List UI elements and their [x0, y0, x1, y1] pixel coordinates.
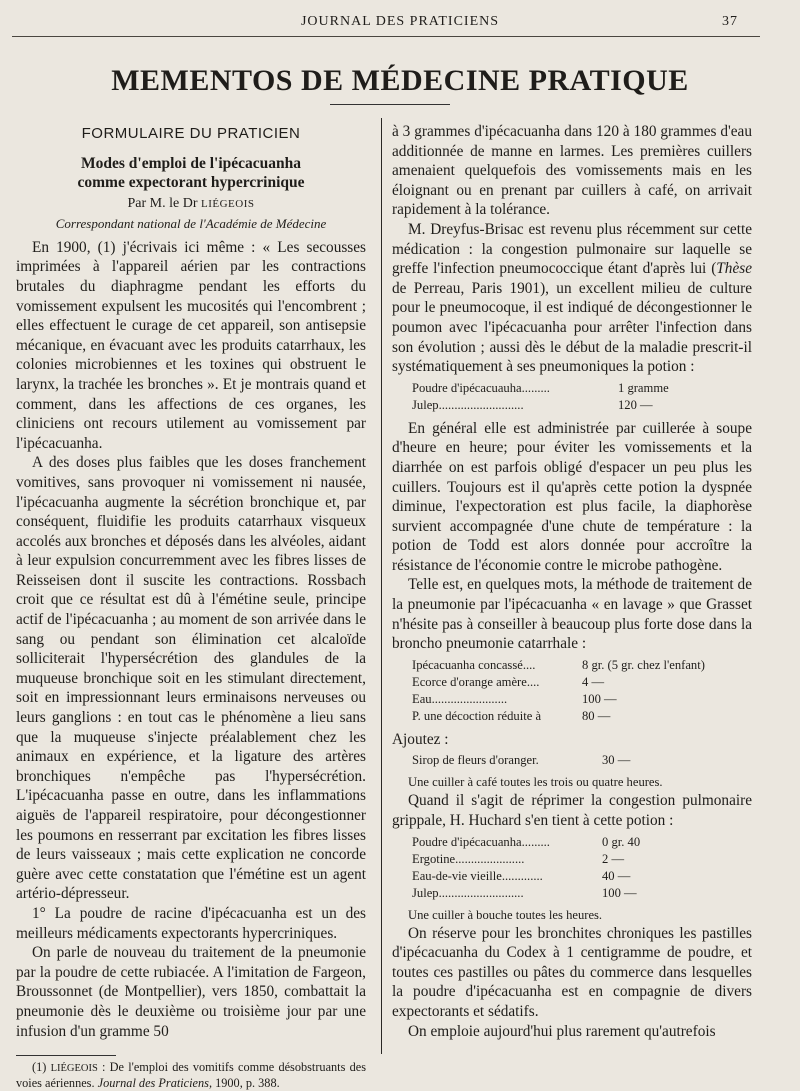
- prescription-row: [412, 851, 752, 868]
- paragraph: On parle de nouveau du traitement de la pneumonie par la poudre de cette rubiacée. A l'imitation de Fargeon, Broussonnet (de Montpellier), vers 1850, combattait la pneumonie dès le deuxième ou troisième jour par une infusion d'un gramme 50: [16, 944, 366, 1040]
- prescription-row: [412, 691, 752, 708]
- dose: 2 —: [602, 851, 625, 866]
- author-name: LIÉGEOIS: [201, 197, 255, 210]
- footnote-text: : De l'emploi des vomitifs comme désobstruants des voies aériennes.: [16, 1060, 366, 1091]
- right-column: [392, 122, 752, 1041]
- ingredient: Ecorce d'orange amère....: [412, 674, 540, 689]
- ingredient: Poudre d'ipécacuanha.........: [412, 834, 550, 849]
- footnote-marker: (1): [32, 1060, 47, 1075]
- journal-title: JOURNAL DES PRATICIENS: [300, 14, 500, 29]
- prescription-row: [412, 657, 752, 674]
- section-title: MEMENTOS DE MÉDECINE PRATIQUE: [111, 64, 689, 97]
- paragraph: En 1900, (1) j'écrivais ici même : « Les secousses imprimées à l'appareil aérien par les contractions brutales du diaphragme pendant les efforts du vomissement expulsent les mucosités qui l'encombrent ; elles effectuent le curage de cet appareil, son antisepsie mécanique, en évacuant avec les produits catarrhaux, les colonies microbiennes et les toxines qui obstruent le larynx, la trachée les bronches ». Et je montrais quand et comment, dans les affections de ces organes, les cliniciens ont recours utilement au vomissement par l'ipécacuanha.: [16, 238, 366, 452]
- paragraph: à 3 grammes d'ipécacuanha dans 120 à 180 grammes d'eau additionnée de manne en larmes. Les premières cuillers amenaient quelquefois des vomissements mais en les éloignant ou en prenant par cuillers à café, on arrivait rapidement à la tolérance.: [392, 123, 752, 219]
- header-rule: [12, 36, 760, 37]
- prescription-row: [412, 380, 752, 397]
- page-number: 37: [722, 14, 738, 29]
- prescription-row: [412, 397, 752, 414]
- prescription-row: [412, 752, 752, 769]
- dose: 40 —: [602, 868, 631, 883]
- paragraph: On réserve pour les bronchites chroniques les pastilles d'ipécacuanha du Codex à 1 centigramme de poudre, et toutes ces pastilles ou pâtes du commerce dans lesquelles la poudre d'ipécacuanha est en compagnie de divers expectorants et sédatifs.: [392, 924, 752, 1020]
- paragraph-text: de Perreau, Paris 1901), un excellent milieu de culture pour le pneumocoque, il est indiqué de décongestionner le poumon avec l'ipécacuanha pour arrêter l'infection dans son évolution ; aussi dès le début de la maladie prescrit-il systématiquement à ses pneumoniques la potion :: [392, 279, 752, 376]
- section-rule: [330, 104, 450, 105]
- ajoutez-label: Ajoutez :: [392, 730, 449, 748]
- paragraph: [392, 220, 752, 377]
- ingredient: Poudre d'ipécacuauha.........: [412, 380, 550, 395]
- dose: 1 gramme: [618, 380, 669, 395]
- footnote-journal: Journal des Praticiens,: [97, 1076, 213, 1091]
- byline: [16, 194, 366, 215]
- rubric-heading: FORMULAIRE DU PRATICIEN: [81, 125, 301, 142]
- footnote: [16, 1060, 366, 1091]
- paragraph: 1° La poudre de racine d'ipécacuanha est un des meilleurs médicaments expectorants hypercriniques.: [16, 904, 366, 942]
- prescription-2: [412, 657, 752, 725]
- dose: 120 —: [618, 397, 653, 412]
- prescription-row: [412, 834, 752, 851]
- paragraph-text: M. Dreyfus-Brisac est revenu plus récemment sur cette médication : la congestion pulmonaire sur laquelle se greffe l'infection pneumococcique étant d'après lui (: [392, 220, 752, 278]
- column-divider: [381, 118, 382, 1054]
- dosage-note: Une cuiller à bouche toutes les heures.: [408, 907, 603, 922]
- dose: 30 —: [602, 753, 631, 768]
- footnote-citation: 1900, p. 388.: [215, 1076, 280, 1091]
- ingredient: P. une décoction réduite à: [412, 708, 542, 723]
- paragraph: Telle est, en quelques mots, la méthode de traitement de la pneumonie par l'ipécacuanha « en lavage » que Grasset n'hésite pas à conseiller à beaucoup plus forte dose dans la broncho pneumonie catarrhale :: [392, 576, 752, 653]
- dosage-note: Une cuiller à café toutes les trois ou quatre heures.: [408, 775, 663, 790]
- footnote-rule: [16, 1055, 116, 1056]
- dose: 80 —: [582, 708, 611, 723]
- ingredient: Ipécacuanha concassé....: [412, 657, 536, 672]
- footnote-author: LIÉGEOIS: [50, 1063, 98, 1075]
- thesis-word: Thèse: [716, 260, 752, 278]
- dose: 0 gr. 40: [602, 834, 641, 849]
- prescription-1: [412, 380, 752, 414]
- ingredient: Ergotine......................: [412, 851, 525, 866]
- dose: 100 —: [602, 885, 637, 900]
- prescription-row: [412, 885, 752, 902]
- article-title: [16, 154, 366, 192]
- paragraph: On emploie aujourd'hui plus rarement qu'autrefois: [408, 1022, 716, 1040]
- prescription-row: [412, 674, 752, 691]
- prescription-row: [412, 868, 752, 885]
- dose: 8 gr. (5 gr. chez l'enfant): [582, 657, 705, 672]
- paragraph: A des doses plus faibles que les doses franchement vomitives, sans provoquer ni vomissement ni nausée, l'ipécacuanha augmente la sécrétion bronchique et, par conséquent, fluidifie les produits catarrhaux visqueux accolés aux bronches et déposés dans les alvéoles, aidant à leur expulsion concurremment avec les fibres lisses de Reisseisen dont il suscite les contractions. Rossbach croit que ce résultat est dû à l'émétine seule, principe actif de l'ipécacuanha ; au moment de son arrivée dans le sang ou pendant son élimination cet alcaloïde solliciterait l'hypersécrétion des glandules de la muqueuse bronchique soit en les stimulant directement, soit en impressionnant leurs erminaisons nerveuses ou leurs ganglions : en tout cas le phénomène a lieu sans que la muqueuse s'injecte préalablement chez les animaux en expérience, et la ligature des artères bronchiques n'empêche pas l'hypersécrétion. L'ipécacuanha passe en outre, dans les inflammations aiguës de l'appareil respiratoire, pour décongestionner les poumons en resserrant par excitation les fibres lisses de leurs vaisseaux ; mais cette explication ne concorde guère avec cette constatation que l'émétine est un agent artério-dépresseur.: [16, 454, 366, 903]
- running-head: [0, 14, 800, 36]
- byline-prefix: Par M. le Dr: [127, 195, 198, 211]
- prescription-3: [412, 752, 752, 769]
- paragraph: En général elle est administrée par cuillerée à soupe d'heure en heure; pour éviter les vomissements et la diarrhée on est parfois obligé d'espacer un peu plus les cuillers. Toujours est il qu'après cette potion la dyspnée diminue, l'expectoration est plus facile, la diaphorèse survient accompagnée d'une chute de température : la potion de Todd est alors donnée pour accroître la résistance de l'économie contre le microbe pathogène.: [392, 419, 752, 574]
- prescription-4: [412, 834, 752, 902]
- dose: 100 —: [582, 691, 617, 706]
- ingredient: Julep...........................: [412, 885, 524, 900]
- ingredient: Eau-de-vie vieille.............: [412, 868, 543, 883]
- author-affiliation: Correspondant national de l'Académie de Médecine: [55, 216, 327, 232]
- ingredient: Eau........................: [412, 691, 508, 706]
- prescription-row: [412, 708, 752, 725]
- dose: 4 —: [582, 674, 605, 689]
- article-title-line-1: Modes d'emploi de l'ipécacuanha: [80, 154, 302, 172]
- article-title-line-2: comme expectorant hypercrinique: [77, 173, 305, 191]
- left-column: [16, 122, 366, 1091]
- ingredient: Julep...........................: [412, 397, 524, 412]
- ingredient: Sirop de fleurs d'oranger.: [412, 753, 539, 768]
- paragraph: Quand il s'agit de réprimer la congestion pulmonaire grippale, H. Huchard s'en tient à cette potion :: [392, 792, 752, 830]
